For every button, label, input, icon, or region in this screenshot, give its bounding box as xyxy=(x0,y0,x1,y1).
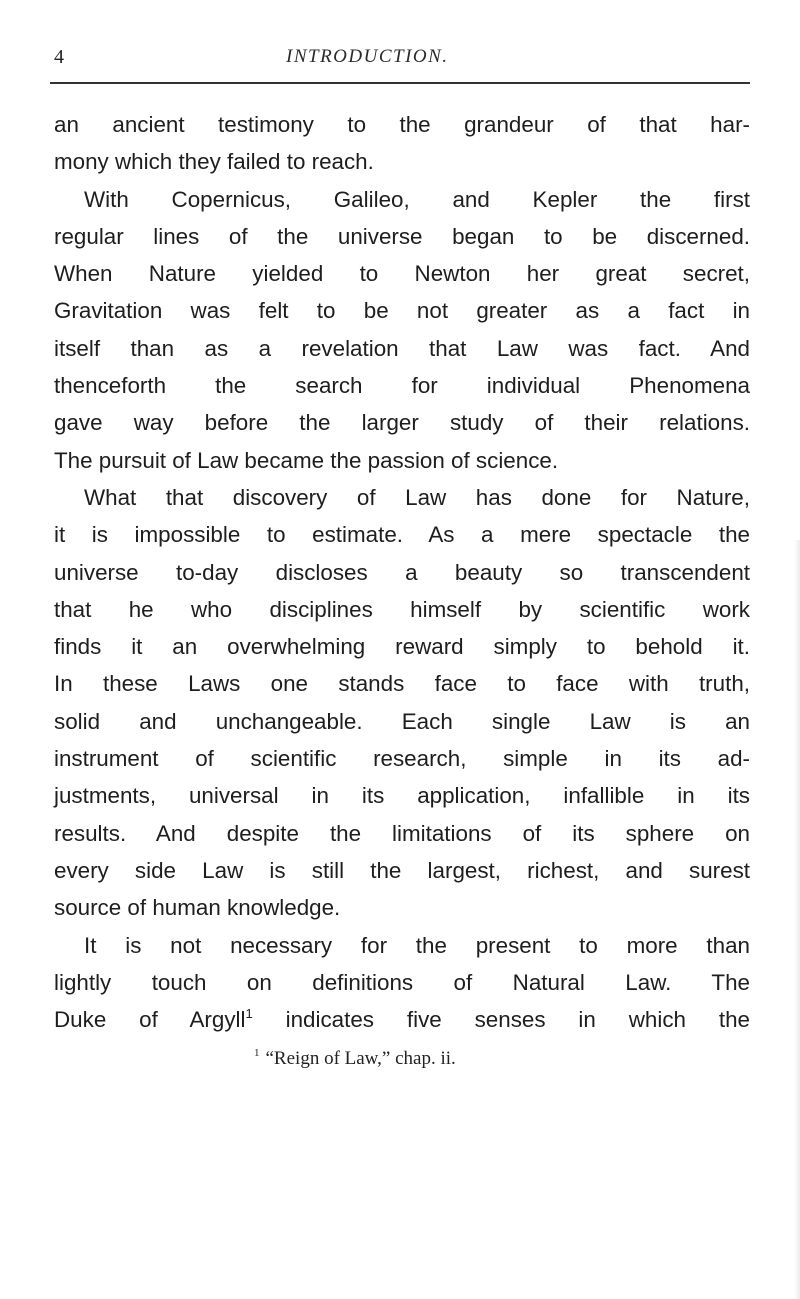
text-line: itself than as a revelation that Law was fact. And xyxy=(54,335,750,361)
running-head: INTRODUCTION. xyxy=(286,46,449,67)
footnote xyxy=(254,1048,456,1070)
footnote-text: “Reign of Law,” chap. ii. xyxy=(265,1048,456,1069)
text-line: The pursuit of Law became the passion of science. xyxy=(54,447,559,473)
text-line: finds it an overwhelming reward simply to behold it. xyxy=(54,634,750,660)
text-line: Gravitation was felt to be not greater as a fact in xyxy=(54,298,750,324)
text-line: that he who disciplines himself by scientific work xyxy=(54,596,750,622)
text-line: mony which they failed to reach. xyxy=(54,149,374,175)
text-line-with-footnote xyxy=(54,1001,750,1038)
text-line: lightly touch on definitions of Natural Law. The xyxy=(54,969,750,995)
text-line: every side Law is still the largest, richest, and surest xyxy=(54,857,750,883)
text-line: When Nature yielded to Newton her great secret, xyxy=(54,261,750,287)
text-line: an ancient testimony to the grandeur of that har- xyxy=(54,112,750,137)
text-line: regular lines of the universe began to be discerned. xyxy=(54,223,750,249)
text-line: universe to-day discloses a beauty so transcendent xyxy=(54,559,750,585)
text-line: thenceforth the search for individual Phenomena xyxy=(54,373,750,399)
text-line: it is impossible to estimate. As a mere spectacle the xyxy=(54,522,750,548)
text-segment: indicates five senses in which the xyxy=(252,1007,751,1033)
text-segment: Duke of Argyll xyxy=(54,1007,246,1033)
footnote-marker: 1 xyxy=(254,1047,260,1059)
page-number: 4 xyxy=(54,46,64,68)
text-line: What that discovery of Law has done for Nature, xyxy=(84,484,750,510)
text-line: instrument of scientific research, simple in its ad- xyxy=(54,746,750,772)
text-line: justments, universal in its application, infallible in its xyxy=(54,783,750,809)
header-rule xyxy=(50,82,750,84)
text-line: results. And despite the limitations of its sphere on xyxy=(54,820,750,846)
text-line: In these Laws one stands face to face with truth, xyxy=(54,671,750,697)
page-edge-shadow xyxy=(794,540,800,1299)
page-header xyxy=(52,44,752,80)
body-text xyxy=(54,106,750,1038)
text-line: solid and unchangeable. Each single Law is an xyxy=(54,708,750,734)
text-line: It is not necessary for the present to more than xyxy=(84,932,750,958)
text-line: source of human knowledge. xyxy=(54,895,341,921)
text-line: With Copernicus, Galileo, and Kepler the first xyxy=(84,186,750,212)
text-line: gave way before the larger study of their relations. xyxy=(54,410,750,436)
footnote-reference: 1 xyxy=(245,1006,253,1022)
